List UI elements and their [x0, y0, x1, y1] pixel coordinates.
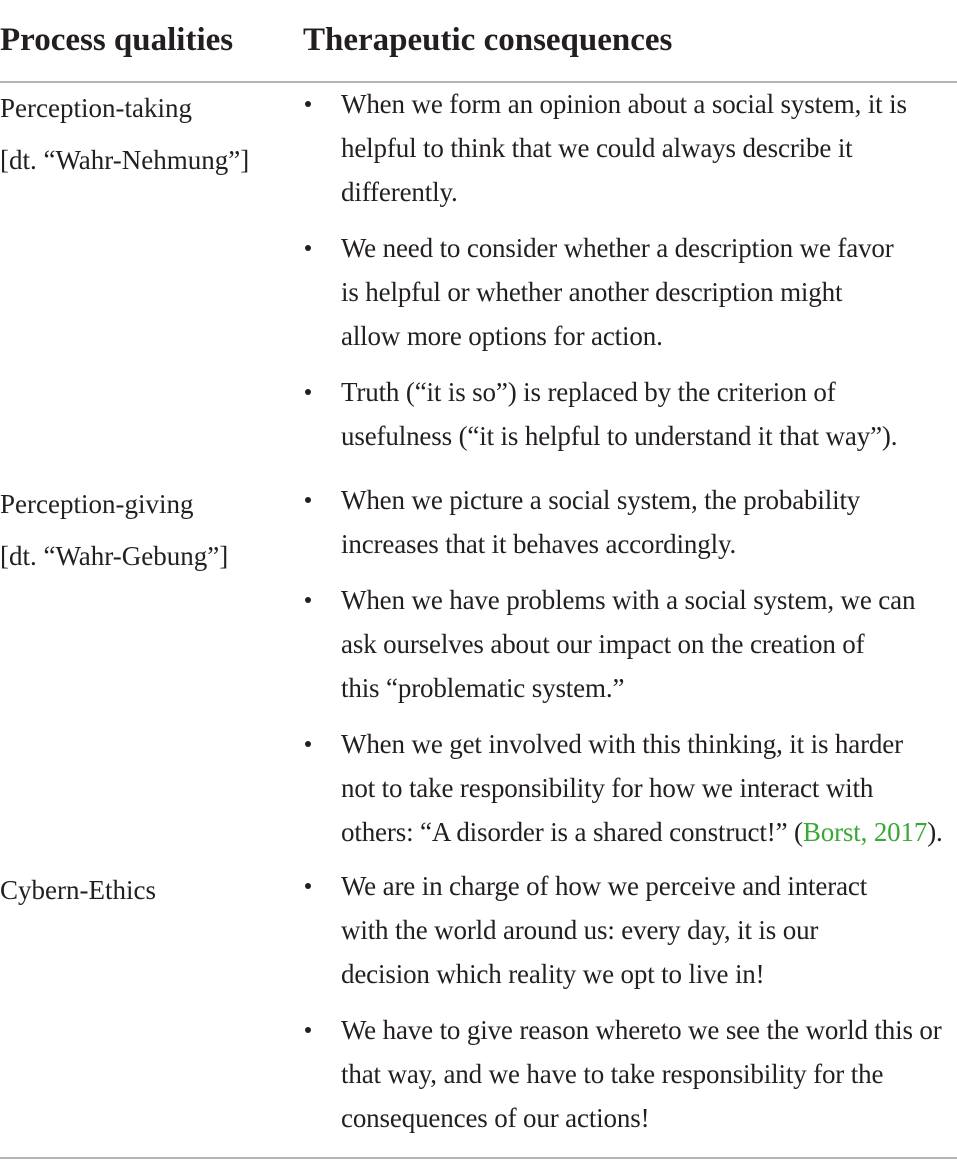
- citation-link[interactable]: Borst, 2017: [802, 817, 928, 847]
- bullet-icon: [305, 101, 311, 107]
- consequence-text-line: When we form an opinion about a social system, it is: [341, 89, 907, 119]
- table-header: [0, 0, 957, 82]
- bullet-icon: [305, 597, 311, 603]
- consequence-item: [303, 722, 957, 854]
- consequence-text-line: Truth (“it is so”) is replaced by the criterion of: [341, 377, 836, 407]
- consequence-text-line: We have to give reason whereto we see the world this or: [341, 1015, 942, 1045]
- consequence-item: [303, 478, 957, 566]
- bullet-icon: [305, 883, 311, 889]
- consequence-text-line: usefulness (“it is helpful to understand it that way”).: [341, 421, 898, 451]
- consequence-text-line: When we get involved with this thinking, it is harder: [341, 729, 903, 759]
- process-quality-name: Perception-giving: [0, 489, 194, 519]
- table-bottom-divider: [0, 1157, 957, 1159]
- consequence-text-line: this “problematic system.”: [341, 673, 625, 703]
- consequence-text-fragment: others: “A disorder is a shared construct!” (: [341, 817, 803, 847]
- consequence-text-line: consequences of our actions!: [341, 1103, 650, 1133]
- consequence-text-line: not to take responsibility for how we interact with: [341, 773, 874, 803]
- consequence-text-line: When we picture a social system, the probability: [341, 485, 861, 515]
- consequence-text-line: We need to consider whether a description we favor: [341, 233, 894, 263]
- consequence-item: [303, 82, 957, 214]
- bullet-icon: [305, 245, 311, 251]
- bullet-icon: [305, 497, 311, 503]
- consequence-text-line: differently.: [341, 177, 458, 207]
- process-quality-cell: [0, 478, 280, 582]
- process-quality-gloss: [dt. “Wahr-Nehmung”]: [0, 145, 250, 175]
- consequence-text-line: helpful to think that we could always describe it: [341, 133, 853, 163]
- consequence-text-line: ask ourselves about our impact on the creation of: [341, 629, 865, 659]
- consequence-text-line: [341, 810, 957, 854]
- consequence-text-line: is helpful or whether another description might: [341, 277, 843, 307]
- header-therapeutic-consequences: Therapeutic consequences: [303, 22, 673, 58]
- bullet-icon: [305, 389, 311, 395]
- consequences-list: [303, 864, 957, 1152]
- consequence-text-line: When we have problems with a social system, we can: [341, 585, 916, 615]
- consequence-item: [303, 1008, 957, 1140]
- consequence-item: [303, 864, 957, 996]
- process-quality-cell: [0, 864, 280, 916]
- consequences-list: [303, 82, 957, 470]
- consequence-item: [303, 370, 957, 458]
- consequence-text-line: increases that it behaves accordingly.: [341, 529, 737, 559]
- header-process-qualities: Process qualities: [0, 22, 234, 58]
- bullet-icon: [305, 1027, 311, 1033]
- consequence-text-line: that way, and we have to take responsibility for the: [341, 1059, 884, 1089]
- consequence-text-line: with the world around us: every day, it is our: [341, 915, 819, 945]
- consequences-list: [303, 478, 957, 866]
- bullet-icon: [305, 741, 311, 747]
- consequence-text-line: allow more options for action.: [341, 321, 663, 351]
- consequence-text-line: decision which reality we opt to live in!: [341, 959, 765, 989]
- consequence-item: [303, 578, 957, 710]
- consequence-text-line: We are in charge of how we perceive and interact: [341, 871, 868, 901]
- process-quality-gloss: [dt. “Wahr-Gebung”]: [0, 541, 229, 571]
- consequence-item: [303, 226, 957, 358]
- process-quality-cell: [0, 82, 280, 186]
- consequence-text-fragment: ).: [927, 817, 943, 847]
- process-quality-name: Cybern-Ethics: [0, 875, 156, 905]
- process-quality-name: Perception-taking: [0, 93, 192, 123]
